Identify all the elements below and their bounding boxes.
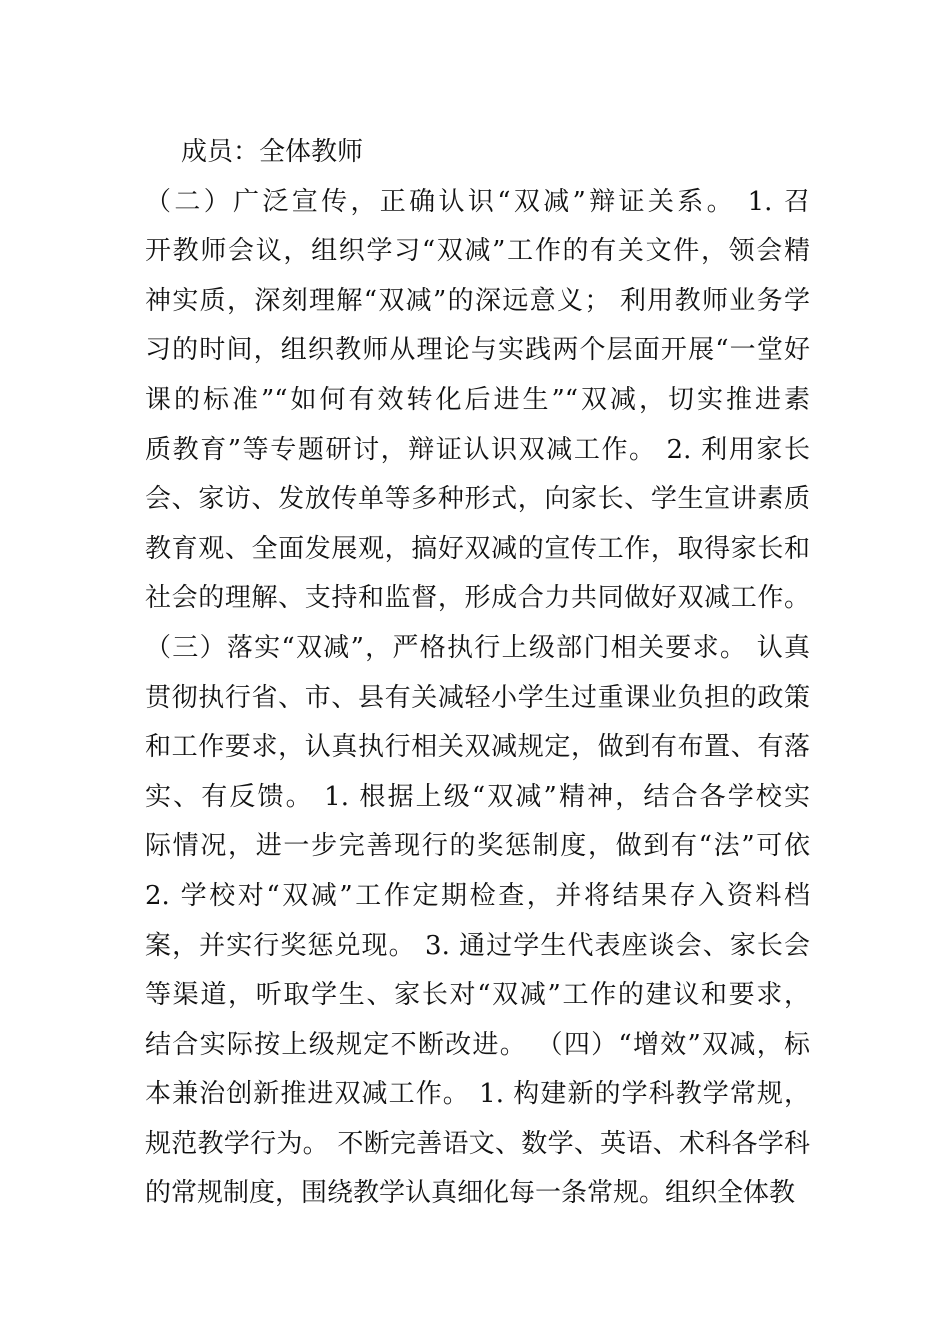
text-line: 贯彻执行省、市、县有关减轻小学生过重课业负担的政策 bbox=[145, 682, 810, 713]
text-line: 规范教学行为。 不断完善语文、数学、英语、术科各学科 bbox=[145, 1128, 810, 1159]
text-line: 教育观、全面发展观，搞好双减的宣传工作，取得家长和 bbox=[145, 533, 810, 564]
text-line: 课的标准”“如何有效转化后进生”“双减，切实推进素 bbox=[145, 384, 810, 415]
text-line: 2. 学校对“双减”工作定期检查，并将结果存入资料档 bbox=[145, 880, 810, 911]
text-line: 等渠道，听取学生、家长对“双减”工作的建议和要求， bbox=[145, 980, 810, 1011]
text-line: 和工作要求，认真执行相关双减规定，做到有布置、有落 bbox=[145, 732, 810, 763]
text-line: （二）广泛宣传，正确认识“双减”辩证关系。 1. 召 bbox=[145, 186, 810, 217]
text-line: （三）落实“双减”，严格执行上级部门相关要求。 认真 bbox=[145, 632, 810, 663]
text-line: 成员：全体教师 bbox=[181, 137, 364, 167]
body-text bbox=[145, 128, 810, 1219]
text-line: 神实质，深刻理解“双减”的深远意义； 利用教师业务学 bbox=[145, 285, 810, 316]
text-line: 社会的理解、支持和监督，形成合力共同做好双减工作。 bbox=[145, 583, 810, 614]
text-line: 实、有反馈。 1. 根据上级“双减”精神，结合各学校实 bbox=[145, 781, 810, 812]
text-line: 际情况，进一步完善现行的奖惩制度，做到有“法”可依 bbox=[145, 831, 810, 862]
text-line: 的常规制度，围绕教学认真细化每一条常规。组织全体教 bbox=[145, 1178, 796, 1209]
text-line: 质教育”等专题研讨，辩证认识双减工作。 2. 利用家长 bbox=[145, 434, 810, 465]
text-line: 会、家访、发放传单等多种形式，向家长、学生宣讲素质 bbox=[145, 484, 810, 515]
text-line: 案，并实行奖惩兑现。 3. 通过学生代表座谈会、家长会 bbox=[145, 930, 810, 961]
text-line: 习的时间，组织教师从理论与实践两个层面开展“一堂好 bbox=[145, 335, 810, 366]
text-line: 结合实际按上级规定不断改进。 （四）“增效”双减，标 bbox=[145, 1029, 810, 1060]
text-line: 开教师会议，组织学习“双减”工作的有关文件，领会精 bbox=[145, 236, 810, 267]
text-line: 本兼治创新推进双减工作。 1. 构建新的学科教学常规， bbox=[145, 1079, 810, 1110]
